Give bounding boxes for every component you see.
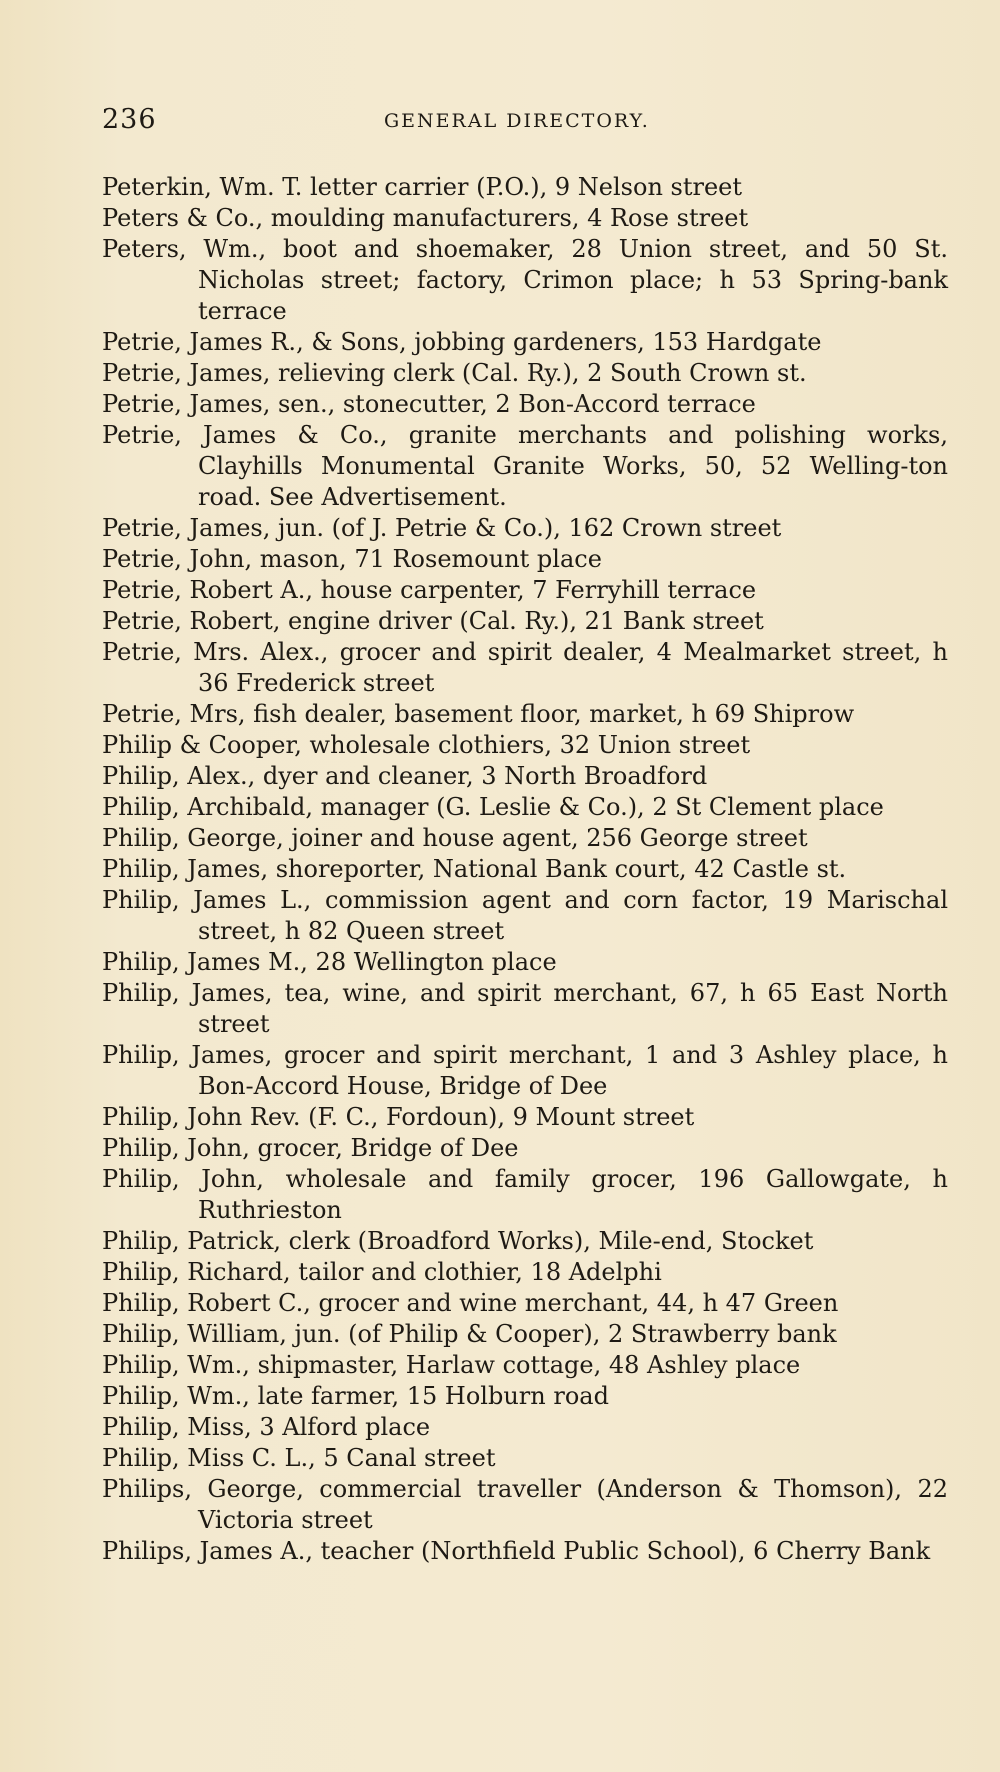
directory-entry: Philip, John, wholesale and family grocer, 196 Gallowgate, h Ruthrieston	[102, 1165, 948, 1224]
directory-entry: Petrie, Robert, engine driver (Cal. Ry.), 21 Bank street	[102, 607, 764, 635]
directory-entry: Philip, James, tea, wine, and spirit merchant, 67, h 65 East North street	[102, 979, 948, 1038]
directory-entry: Philip, Wm., shipmaster, Harlaw cottage, 48 Ashley place	[102, 1351, 801, 1379]
directory-entry: Petrie, Robert A., house carpenter, 7 Ferryhill terrace	[102, 576, 757, 604]
directory-entry: Petrie, Mrs. Alex., grocer and spirit dealer, 4 Mealmarket street, h 36 Frederick street	[102, 638, 948, 697]
directory-entry: Philip, James, shoreporter, National Bank court, 42 Castle st.	[102, 855, 847, 883]
directory-entry-list	[102, 172, 948, 1567]
directory-entry: Peterkin, Wm. T. letter carrier (P.O.), 9 Nelson street	[102, 173, 743, 201]
directory-entry: Philip, Archibald, manager (G. Leslie & Co.), 2 St Clement place	[102, 793, 884, 821]
directory-entry: Philips, George, commercial traveller (Anderson & Thomson), 22 Victoria street	[102, 1475, 948, 1534]
directory-entry: Philip, Robert C., grocer and wine merchant, 44, h 47 Green	[102, 1289, 839, 1317]
directory-entry: Philip, James, grocer and spirit merchant, 1 and 3 Ashley place, h Bon-Accord House, Bridge of Dee	[102, 1041, 948, 1100]
directory-entry: Petrie, Mrs, fish dealer, basement floor, market, h 69 Shiprow	[102, 700, 855, 728]
directory-entry: Philip, John, grocer, Bridge of Dee	[102, 1134, 519, 1162]
directory-entry: Philip, John Rev. (F. C., Fordoun), 9 Mount street	[102, 1103, 695, 1131]
directory-entry: Philip, Richard, tailor and clothier, 18 Adelphi	[102, 1258, 662, 1286]
directory-entry: Philip, James M., 28 Wellington place	[102, 948, 557, 976]
directory-entry: Philip, Patrick, clerk (Broadford Works), Mile-end, Stocket	[102, 1227, 814, 1255]
directory-entry: Philip, George, joiner and house agent, 256 George street	[102, 824, 808, 852]
directory-entry: Petrie, James, jun. (of J. Petrie & Co.), 162 Crown street	[102, 514, 782, 542]
directory-entry: Philip, James L., commission agent and corn factor, 19 Marischal street, h 82 Queen street	[102, 886, 948, 945]
directory-entry: Petrie, James, relieving clerk (Cal. Ry.), 2 South Crown st.	[102, 359, 807, 387]
directory-entry: Petrie, James R., & Sons, jobbing gardeners, 153 Hardgate	[102, 328, 822, 356]
directory-entry: Philip, Alex., dyer and cleaner, 3 North Broadford	[102, 762, 708, 790]
running-title: GENERAL DIRECTORY.	[384, 110, 650, 132]
directory-entry: Peters & Co., moulding manufacturers, 4 Rose street	[102, 204, 749, 232]
page-number: 236	[102, 104, 157, 135]
directory-entry: Philip, Miss C. L., 5 Canal street	[102, 1444, 496, 1472]
directory-entry: Philip & Cooper, wholesale clothiers, 32 Union street	[102, 731, 751, 759]
page-header	[102, 104, 944, 140]
directory-entry: Philips, James A., teacher (Northfield Public School), 6 Cherry Bank	[102, 1537, 931, 1565]
directory-entry: Philip, William, jun. (of Philip & Cooper), 2 Strawberry bank	[102, 1320, 837, 1348]
directory-entry: Petrie, James, sen., stonecutter, 2 Bon-Accord terrace	[102, 390, 756, 418]
directory-entry: Petrie, John, mason, 71 Rosemount place	[102, 545, 602, 573]
directory-entry: Philip, Miss, 3 Alford place	[102, 1413, 431, 1441]
directory-entry: Philip, Wm., late farmer, 15 Holburn road	[102, 1382, 609, 1410]
directory-entry: Petrie, James & Co., granite merchants and polishing works, Clayhills Monumental Granite Works, 50, 52 Welling-ton road. See Advertisement.	[102, 421, 948, 511]
directory-entry: Peters, Wm., boot and shoemaker, 28 Union street, and 50 St. Nicholas street; factory, Crimon place; h 53 Spring-bank terrace	[102, 235, 948, 325]
